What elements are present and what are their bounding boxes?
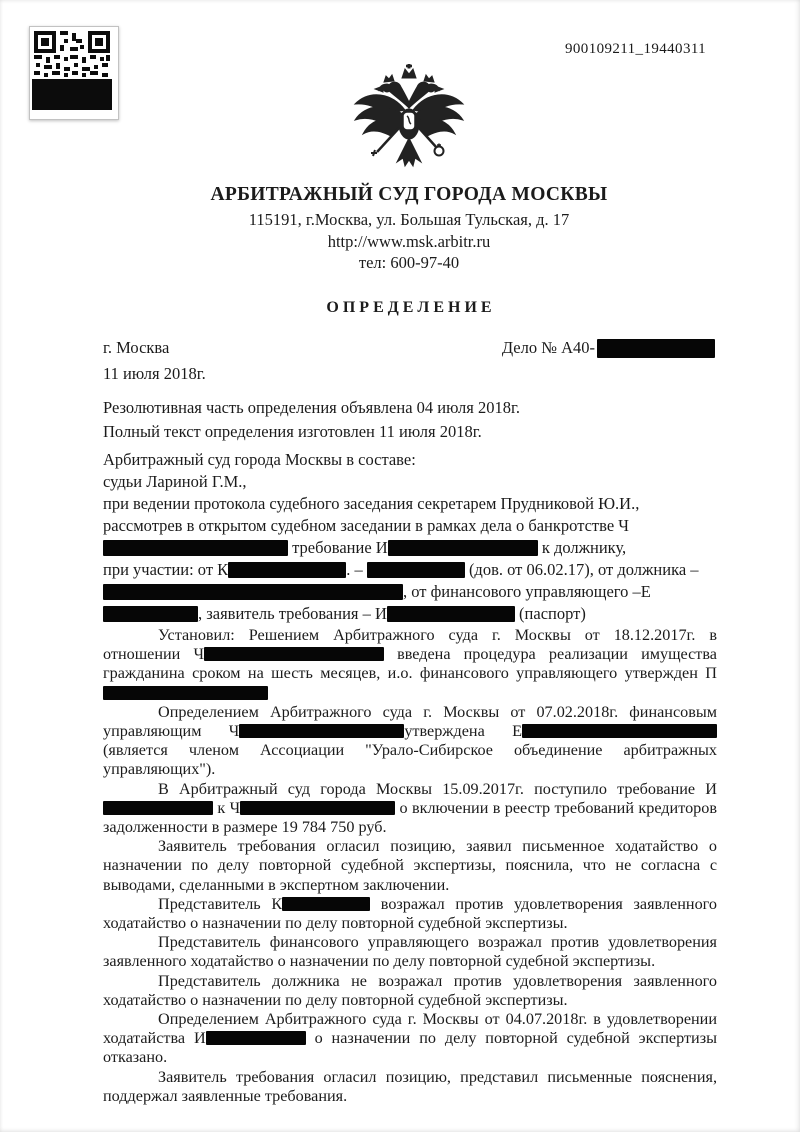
case-number (502, 338, 715, 358)
text-segment: к должнику, (537, 538, 627, 557)
composition-line (103, 581, 717, 603)
redaction-block (240, 801, 395, 815)
text-segment: Определением Арбитражного суда г. Москвы от 07.02.2018г. финансовым управляющим Ч (103, 702, 717, 741)
announcement-block (103, 396, 520, 443)
coat-of-arms-icon (103, 64, 715, 183)
paragraph (103, 1010, 717, 1068)
redaction-block (103, 801, 213, 815)
redaction-block (103, 584, 403, 600)
paragraph: Заявитель требования огласил позицию, заявил письменное ходатайство о назначении по делу повторной судебной экспертизы, пояснила, что не согласна с выводами, сделанными в экспертном заключении. (103, 837, 717, 894)
text-segment: при участии: от К (103, 560, 229, 579)
paragraph: Заявитель требования огласил позицию, представил письменные пояснения, поддержал заявленные требования. (103, 1067, 717, 1105)
text-segment: (паспорт) (514, 604, 586, 623)
redaction-block (282, 897, 370, 911)
redaction-block (367, 562, 465, 578)
text-segment: Установил: Решением Арбитражного суда г. Москвы от 18.12.2017г. в отношении Ч (103, 626, 717, 664)
text-segment: (дов. от 06.02.17), от должника – (464, 560, 699, 579)
resolutive-line: Резолютивная часть определения объявлена 04 июля 2018г. (103, 398, 520, 417)
redaction-block (228, 562, 346, 578)
text-segment: , от финансового управляющего –Е (403, 582, 651, 601)
text-segment: . – (346, 560, 367, 579)
redaction-block (204, 647, 384, 661)
redaction-block (388, 540, 538, 556)
date-line: 11 июля 2018г. (103, 364, 206, 383)
text-segment: Представитель К (158, 894, 283, 913)
court-address: 115191, г.Москва, ул. Большая Тульская, д. 17 (248, 210, 570, 229)
redaction-block (32, 79, 112, 110)
paragraph (103, 895, 717, 933)
court-website: http://www.msk.arbitr.ru (327, 231, 491, 251)
text-segment: о включении в реестр требований кредиторов задолженности в размере 19 784 750 руб. (103, 798, 717, 837)
text-segment: В Арбитражный суд города Москвы 15.09.2017г. поступило требование И (158, 779, 717, 798)
document-number: 900109211_19440311 (565, 41, 707, 57)
composition-line: при ведении протокола судебного заседания секретарем Прудниковой Ю.И., (103, 494, 640, 513)
paragraph (103, 626, 717, 703)
place-label: г. Москва (103, 338, 170, 357)
court-header (103, 184, 715, 317)
composition-line: Арбитражный суд города Москвы в составе: (103, 450, 416, 469)
paragraph: Представитель должника не возражал против удовлетворения заявленного ходатайство о назначении по делу повторной судебной экспертизы. (103, 971, 717, 1009)
redaction-block (103, 540, 288, 556)
meta-row (103, 338, 715, 358)
composition-line: судьи Лариной Г.М., (103, 472, 247, 491)
court-phone: тел: 600-97-40 (358, 253, 460, 272)
text-segment: к Ч (213, 798, 241, 817)
case-number-prefix: Дело № А40- (501, 338, 595, 357)
text-segment: возражал против удовлетворения заявленного ходатайство о назначении по делу повторной судебной экспертизы. (103, 894, 717, 933)
text-segment: рассмотрев в открытом судебном заседании в рамках дела о банкротстве Ч (103, 516, 630, 535)
redaction-block (597, 339, 715, 358)
text-segment: (является членом Ассоциации "Урало-Сибирское объединение арбитражных управляющих"). (103, 741, 717, 779)
ruling-body (103, 626, 717, 1106)
redaction-block (387, 606, 515, 622)
composition-block (103, 449, 717, 625)
text-segment: о назначении по делу повторной судебной экспертизы отказано. (103, 1029, 717, 1067)
text-segment: требование И (288, 538, 388, 557)
composition-line (103, 603, 717, 625)
composition-line (103, 559, 717, 581)
paragraph (103, 780, 717, 838)
text-segment: утверждена Е (404, 722, 522, 741)
redaction-block (522, 724, 717, 738)
text-segment: введена процедура реализации имущества гражданина сроком на шесть месяцев, и.о. финансового управляющего утвержден П (103, 645, 717, 683)
text-segment: , заявитель требования – И (198, 604, 387, 623)
fulltext-line: Полный текст определения изготовлен 11 июля 2018г. (103, 421, 482, 441)
document-type-title: О П Р Е Д Е Л Е Н И Е (326, 298, 492, 316)
redaction-block (103, 606, 198, 622)
redaction-block (239, 724, 404, 738)
redaction-block (206, 1031, 306, 1045)
composition-line (103, 515, 717, 537)
paragraph: Представитель финансового управляющего возражал против удовлетворения заявленного ходатайство о назначении по делу повторной судебной экспертизы. (103, 933, 717, 971)
paragraph (103, 703, 717, 780)
redaction-block (103, 686, 268, 700)
court-name: АРБИТРАЖНЫЙ СУД ГОРОДА МОСКВЫ (210, 184, 608, 205)
composition-line (103, 537, 717, 559)
text-segment: Определением Арбитражного суда г. Москвы от 04.07.2018г. в удовлетворении ходатайства И (103, 1010, 717, 1048)
